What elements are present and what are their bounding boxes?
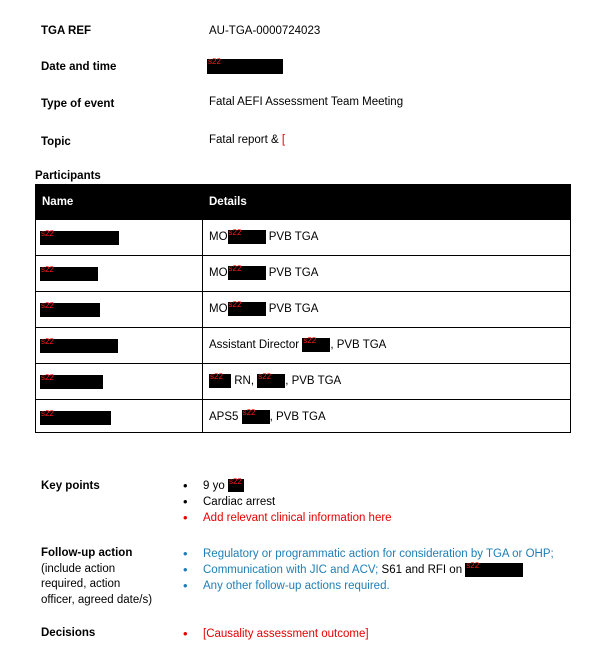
- type-label: Type of event: [41, 98, 115, 110]
- topic-value: Fatal report & [: [209, 134, 286, 146]
- details-cell: MO s22 PVB TGA: [209, 300, 319, 316]
- list-item: • Regulatory or programmatic action for consideration by TGA or OHP;: [183, 546, 554, 562]
- key-points-list: [183, 478, 392, 526]
- decisions-label: Decisions: [41, 627, 96, 639]
- table-row: [36, 219, 570, 255]
- list-item: • Add relevant clinical information here: [183, 510, 392, 526]
- decisions-list: [183, 626, 369, 642]
- name-redaction: s22: [40, 375, 103, 389]
- tga-ref-value: AU-TGA-0000724023: [209, 25, 321, 37]
- topic-label: Topic: [41, 136, 71, 148]
- list-item: • Any other follow-up actions required.: [183, 578, 554, 594]
- table-row: [36, 327, 570, 363]
- table-header: [36, 185, 570, 219]
- table-row: [36, 399, 570, 432]
- details-cell: Assistant Director s22 , PVB TGA: [209, 336, 387, 352]
- table-row: [36, 291, 570, 327]
- details-cell: MO s22 PVB TGA: [209, 264, 319, 280]
- tga-ref-label: TGA REF: [41, 25, 92, 37]
- col-name-header: Name: [42, 196, 74, 208]
- list-item: • 9 yo s22: [183, 478, 392, 494]
- list-item: • Communication with JIC and ACV; S61 and RFI on s22: [183, 562, 554, 578]
- table-row: [36, 255, 570, 291]
- details-cell: APS5 s22 , PVB TGA: [209, 408, 326, 424]
- name-redaction: s22: [40, 303, 100, 317]
- followup-list: [183, 546, 554, 594]
- name-redaction: s22: [40, 411, 111, 425]
- table-row: [36, 363, 570, 399]
- details-cell: MO s22 PVB TGA: [209, 228, 319, 244]
- key-points-label: Key points: [41, 480, 100, 492]
- topic-bracket: [: [281, 134, 286, 146]
- list-item: • Cardiac arrest: [183, 494, 392, 510]
- participants-table: [35, 184, 571, 433]
- col-details-header: Details: [209, 196, 247, 208]
- type-value: Fatal AEFI Assessment Team Meeting: [209, 96, 404, 108]
- redaction-mark: s22: [208, 57, 221, 66]
- date-label: Date and time: [41, 61, 117, 73]
- name-redaction: s22: [40, 339, 118, 353]
- participants-title: Participants: [35, 170, 101, 182]
- list-item: • [Causality assessment outcome]: [183, 626, 369, 642]
- name-redaction: s22: [40, 231, 119, 245]
- followup-label: Follow-up action (include action required, action officer, agreed date/s): [41, 547, 153, 606]
- redaction-box: [207, 59, 283, 74]
- name-redaction: s22: [40, 267, 98, 281]
- details-cell: s22 RN, s22 , PVB TGA: [210, 372, 342, 388]
